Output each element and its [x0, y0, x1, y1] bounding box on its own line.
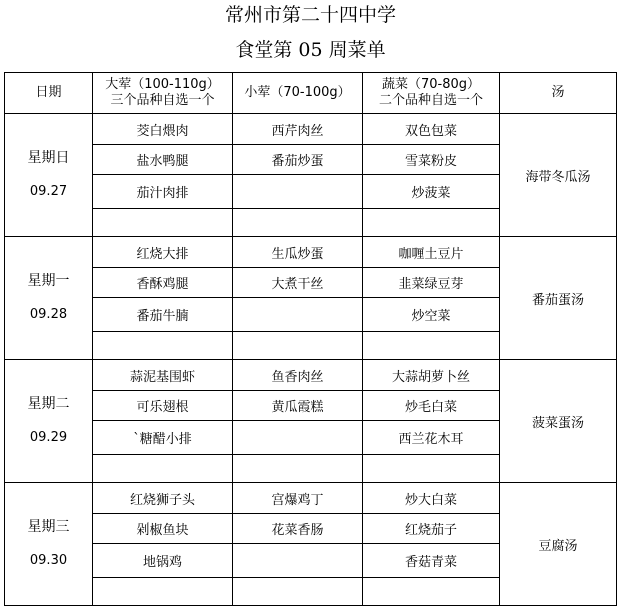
big-meat-dish: 茭白煨肉 [93, 114, 233, 145]
weekly-menu-table [4, 72, 617, 606]
weekday-label: 星期一 [27, 273, 70, 289]
big-meat-dish: 剁椒鱼块 [93, 514, 233, 544]
vegetable-dish [363, 455, 500, 483]
vegetable-dish: 炒大白菜 [363, 483, 500, 514]
date-label: 09.29 [29, 430, 68, 445]
big-meat-dish: 香酥鸡腿 [93, 268, 233, 298]
big-meat-dish: 地锅鸡 [93, 544, 233, 578]
small-meat-dish: 黄瓜霞糕 [233, 391, 363, 421]
small-meat-dish [233, 298, 363, 332]
vegetable-dish [363, 209, 500, 237]
soup-cell: 豆腐汤 [500, 483, 617, 606]
small-meat-dish: 西芹肉丝 [233, 114, 363, 145]
small-meat-dish: 番茄炒蛋 [233, 145, 363, 175]
big-meat-dish: 茄汁肉排 [93, 175, 233, 209]
menu-row [5, 237, 617, 268]
small-meat-dish [233, 332, 363, 360]
header-soup: 汤 [500, 73, 617, 114]
small-meat-dish [233, 209, 363, 237]
small-meat-dish [233, 175, 363, 209]
vegetable-dish: 西兰花木耳 [363, 421, 500, 455]
vegetable-dish: 香菇青菜 [363, 544, 500, 578]
big-meat-dish [93, 332, 233, 360]
big-meat-dish: 盐水鸭腿 [93, 145, 233, 175]
vegetable-dish: 咖喱土豆片 [363, 237, 500, 268]
vegetable-dish: 韭菜绿豆芽 [363, 268, 500, 298]
big-meat-dish: 红烧狮子头 [93, 483, 233, 514]
big-meat-dish: 蒜泥基围虾 [93, 360, 233, 391]
header-big-meat-name: 大荤（100-110g） [105, 77, 220, 92]
small-meat-dish: 宫爆鸡丁 [233, 483, 363, 514]
day-date-cell [5, 483, 93, 606]
day-date-cell [5, 237, 93, 360]
header-vegetable-note: 二个品种自选一个 [378, 93, 483, 108]
vegetable-dish: 双色包菜 [363, 114, 500, 145]
big-meat-dish: `糖醋小排 [93, 421, 233, 455]
soup-cell: 菠菜蛋汤 [500, 360, 617, 483]
menu-body [5, 114, 617, 606]
small-meat-dish: 鱼香肉丝 [233, 360, 363, 391]
big-meat-dish [93, 455, 233, 483]
soup-cell: 海带冬瓜汤 [500, 114, 617, 237]
menu-row [5, 483, 617, 514]
date-label: 09.28 [29, 307, 68, 322]
vegetable-dish [363, 578, 500, 606]
small-meat-dish [233, 544, 363, 578]
header-big-meat [93, 73, 233, 114]
menu-subtitle: 食堂第 05 周菜单 [235, 39, 386, 61]
vegetable-dish [363, 332, 500, 360]
menu-row [5, 360, 617, 391]
big-meat-dish [93, 578, 233, 606]
vegetable-dish: 红烧茄子 [363, 514, 500, 544]
small-meat-dish [233, 455, 363, 483]
small-meat-dish: 生瓜炒蛋 [233, 237, 363, 268]
vegetable-dish: 炒菠菜 [363, 175, 500, 209]
header-big-meat-note: 三个品种自选一个 [110, 93, 215, 108]
small-meat-dish: 大煮干丝 [233, 268, 363, 298]
big-meat-dish: 可乐翅根 [93, 391, 233, 421]
weekday-label: 星期日 [27, 150, 70, 166]
school-title: 常州市第二十四中学 [224, 4, 396, 26]
vegetable-dish: 炒空菜 [363, 298, 500, 332]
header-vegetable [363, 73, 500, 114]
weekday-label: 星期三 [27, 519, 70, 535]
vegetable-dish: 雪菜粉皮 [363, 145, 500, 175]
header-row [5, 73, 617, 114]
vegetable-dish: 大蒜胡萝卜丝 [363, 360, 500, 391]
date-label: 09.27 [29, 184, 68, 199]
header-date: 日期 [5, 73, 93, 114]
big-meat-dish [93, 209, 233, 237]
small-meat-dish [233, 421, 363, 455]
menu-row [5, 114, 617, 145]
big-meat-dish: 番茄牛腩 [93, 298, 233, 332]
date-label: 09.30 [29, 553, 68, 568]
small-meat-dish: 花菜香肠 [233, 514, 363, 544]
header-small-meat: 小荤（70-100g） [233, 73, 363, 114]
soup-cell: 番茄蛋汤 [500, 237, 617, 360]
big-meat-dish: 红烧大排 [93, 237, 233, 268]
small-meat-dish [233, 578, 363, 606]
weekday-label: 星期二 [27, 396, 70, 412]
header-vegetable-name: 蔬菜（70-80g） [381, 77, 481, 92]
day-date-cell [5, 360, 93, 483]
day-date-cell [5, 114, 93, 237]
vegetable-dish: 炒毛白菜 [363, 391, 500, 421]
